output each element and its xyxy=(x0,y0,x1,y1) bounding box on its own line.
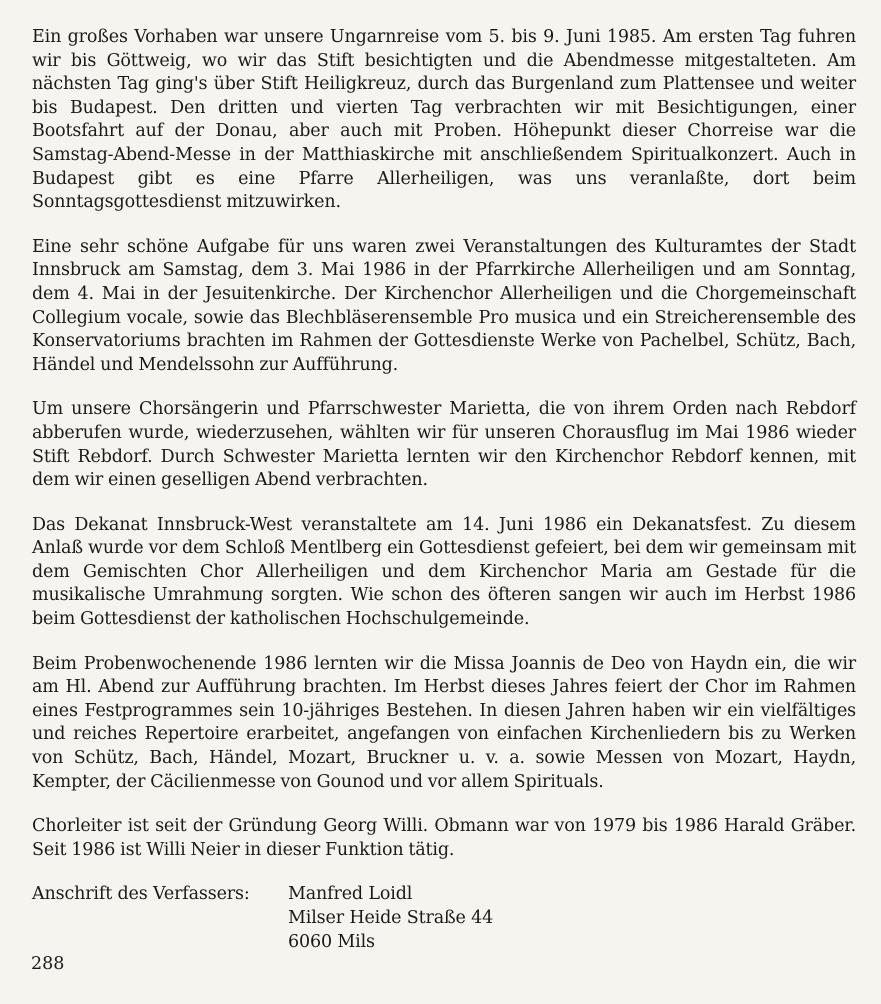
paragraph-rebdorf: Um unsere Chorsängerin und Pfarrschwester Marietta, die von ihrem Orden nach Rebdorf abberufen wurde, wiederzusehen, wählten wir für unseren Chorausflug im Mai 1986 wieder Stift Rebdorf. Durch Schwester Marietta lernten wir den Kirchenchor Rebdorf kennen, mit dem wir einen geselligen Abend verbrachten. xyxy=(32,399,856,491)
address-street: Milser Heide Straße 44 xyxy=(288,908,494,928)
paragraph-ungarnreise: Ein großes Vorhaben war unsere Ungarnreise vom 5. bis 9. Juni 1985. Am ersten Tag fuhren wir bis Göttweig, wo wir das Stift besichtigten und die Abendmesse mitgestalteten. Am nächsten Tag ging's über Stift Heiligkreuz, durch das Burgenland zum Plattensee und weiter bis Budapest. Den dritten und vierten Tag verbrachten wir mit Besichtigungen, einer Bootsfahrt auf der Donau, aber auch mit Proben. Höhepunkt dieser Chorreise war die Samstag-Abend-Messe in der Matthiaskirche mit anschließendem Spiritualkonzert. Auch in Budapest gibt es eine Pfarre Allerheiligen, was uns veranlaßte, dort beim Sonntagsgottesdienst mitzuwirken. xyxy=(32,27,856,213)
author-address xyxy=(32,883,856,954)
address-label: Anschrift des Verfassers: xyxy=(32,884,250,905)
document-body xyxy=(32,26,856,954)
address-city: 6060 Mils xyxy=(288,931,375,952)
page-number: 288 xyxy=(31,954,65,974)
paragraph-dekanatsfest: Das Dekanat Innsbruck-West veranstaltete am 14. Juni 1986 ein Dekanatsfest. Zu diesem Anlaß wurde vor dem Schloß Mentlberg ein Gottesdienst gefeiert, bei dem wir gemeinsam mit dem Gemischten Chor Allerheiligen und dem Kirchenchor Maria am Gestade für die musikalische Umrahmung sorgten. Wie schon des öfteren sangen wir auch im Herbst 1986 beim Gottesdienst der katholischen Hochschulgemeinde. xyxy=(32,514,856,630)
address-name: Manfred Loidl xyxy=(288,884,413,905)
address-lines xyxy=(288,883,493,954)
paragraph-kulturamt: Eine sehr schöne Aufgabe für uns waren zwei Veranstaltungen des Kulturamtes der Stadt Innsbruck am Samstag, dem 3. Mai 1986 in der Pfarrkirche Allerheiligen und am Sonntag, dem 4. Mai in der Jesuitenkirche. Der Kirchenchor Allerheiligen und die Chorgemeinschaft Collegium vocale, sowie das Blechbläserensemble Pro musica und ein Streicherensemble des Konservatoriums brachten im Rahmen der Gottesdienste Werke von Pachelbel, Schütz, Bach, Händel und Mendelssohn zur Aufführung. xyxy=(32,236,856,375)
paragraph-chorleiter: Chorleiter ist seit der Gründung Georg Willi. Obmann war von 1979 bis 1986 Harald Gräber. Seit 1986 ist Willi Neier in dieser Funktion tätig. xyxy=(32,816,856,860)
paragraph-probenwochenende: Beim Probenwochenende 1986 lernten wir die Missa Joannis de Deo von Haydn ein, die wir am Hl. Abend zur Aufführung brachten. Im Herbst dieses Jahres feiert der Chor im Rahmen eines Festprogrammes sein 10-jähriges Bestehen. In diesen Jahren haben wir ein vielfältiges und reiches Repertoire erarbeitet, angefangen von einfachen Kirchenliedern bis zu Werken von Schütz, Bach, Händel, Mozart, Bruckner u. v. a. sowie Messen von Mozart, Haydn, Kempter, der Cäcilienmesse von Gounod und vor allem Spirituals. xyxy=(32,653,856,792)
